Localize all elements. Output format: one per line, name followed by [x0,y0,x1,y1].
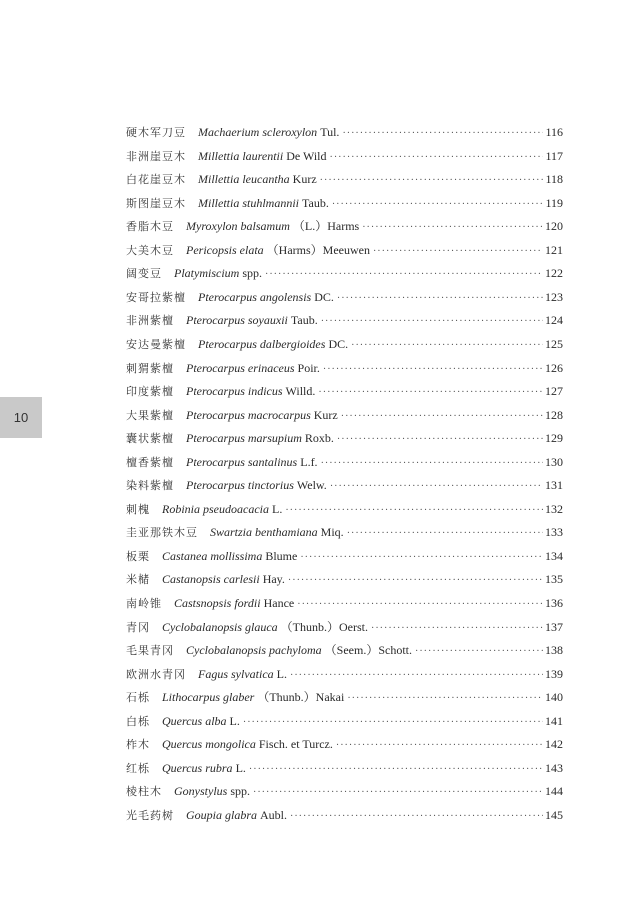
species-scientific-name: Pterocarpus indicus [186,384,283,399]
toc-entry[interactable] [126,806,563,824]
species-chinese-name: 白栎 [126,714,150,728]
toc-entry[interactable] [126,453,563,471]
dot-leader [330,149,544,167]
page-number-tab [0,397,42,438]
species-chinese-name: 大果紫檀 [126,408,174,422]
page-ref: 141 [545,713,563,728]
species-authority: L. [271,501,283,516]
dot-leader [300,549,543,567]
dot-leader [371,620,543,638]
species-authority: Welw. [296,478,327,493]
toc-entry[interactable] [126,241,563,259]
toc-entry[interactable] [126,759,563,777]
species-chinese-name: 白花崖豆木 [126,173,186,187]
toc-entry[interactable] [126,665,563,683]
dot-leader [321,313,543,331]
species-scientific-name: Pterocarpus dalbergioides [198,336,326,351]
dot-leader [415,643,543,661]
species-scientific-name: Millettia leucantha [198,172,290,187]
page-number: 10 [13,410,29,425]
page-ref: 123 [545,289,563,304]
species-chinese-name: 斯图崖豆木 [126,196,186,210]
species-authority: Willd. [285,384,316,399]
toc-entry[interactable] [126,641,563,659]
species-authority: Blume [265,548,298,563]
species-scientific-name: Castsnopsis fordii [174,596,261,610]
species-chinese-name: 欧洲水青冈 [126,667,186,681]
page-ref: 118 [545,172,563,187]
species-authority: Tul. [320,125,340,139]
species-authority: L. [276,666,287,681]
species-authority: Taub. [290,313,318,328]
species-authority: Aubl. [260,807,288,822]
species-scientific-name: Pterocarpus marsupium [186,431,302,446]
species-chinese-name: 红栎 [126,761,150,775]
species-scientific-name: Castanea mollissima [162,548,263,563]
species-chinese-name: 光毛药树 [126,808,174,822]
toc-entry[interactable] [126,500,563,518]
toc-entry[interactable] [126,688,563,706]
dot-leader [347,525,543,543]
toc-entry[interactable] [126,335,563,353]
dot-leader [351,337,543,355]
page-ref: 136 [545,596,563,610]
species-scientific-name: Pterocarpus soyauxii [186,313,288,328]
dot-leader [265,266,543,284]
species-authority: spp. [230,784,250,799]
toc-entry[interactable] [126,288,563,306]
page-ref: 137 [545,619,563,634]
species-authority: Kurz [313,407,338,422]
dot-leader [336,737,543,755]
species-scientific-name: Castanopsis carlesii [162,572,260,587]
toc-entry[interactable] [126,735,563,753]
dot-leader [342,125,543,143]
page-ref: 127 [545,384,563,399]
species-chinese-name: 石栎 [126,691,150,705]
page-ref: 120 [545,219,563,234]
page-ref: 132 [545,501,563,516]
dot-leader [253,784,543,802]
dot-leader [290,667,543,685]
species-scientific-name: Cyclobalanopsis pachyloma [186,643,322,658]
species-scientific-name: Quercus alba [162,713,227,728]
species-chinese-name: 板栗 [126,549,150,563]
dot-leader [341,408,543,426]
species-authority: De Wild [286,148,327,163]
species-authority: Taub. [302,195,329,210]
species-chinese-name: 囊状紫檀 [126,432,174,446]
toc-entry[interactable] [126,406,563,424]
page-ref: 126 [545,360,563,375]
species-authority: DC. [328,336,349,351]
species-authority: Hance [263,596,295,610]
page-ref: 134 [545,548,563,563]
dot-leader [243,714,543,732]
page-ref: 119 [545,195,563,210]
species-chinese-name: 米槠 [126,573,150,587]
dot-leader [320,172,544,190]
species-authority: （L.）Harms [292,219,360,234]
toc-entry[interactable] [126,618,563,636]
species-chinese-name: 非洲崖豆木 [126,149,186,163]
species-chinese-name: 大美木豆 [126,243,174,257]
dot-leader [288,572,543,590]
toc-entry[interactable] [126,123,563,141]
dot-leader [347,690,543,708]
species-chinese-name: 非洲紫檀 [126,314,174,328]
species-scientific-name: Platymiscium [174,266,240,281]
species-scientific-name: Myroxylon balsamum [186,219,290,234]
page-ref: 144 [545,784,563,799]
page-ref: 135 [545,572,563,587]
toc-entry[interactable] [126,523,563,541]
toc-entry[interactable] [126,782,563,800]
species-chinese-name: 香脂木豆 [126,220,174,234]
page-ref: 129 [545,431,563,446]
toc-entry[interactable] [126,429,563,447]
species-authority: （Thunb.）Oerst. [280,619,368,634]
species-chinese-name: 刺猬紫檀 [126,361,174,375]
page-ref: 138 [545,643,563,658]
species-chinese-name: 染料紫檀 [126,479,174,493]
toc-entry[interactable] [126,147,563,165]
species-scientific-name: Millettia laurentii [198,148,284,163]
page-ref: 122 [545,266,563,281]
page-ref: 145 [545,807,563,822]
dot-leader [362,219,543,237]
species-scientific-name: Pterocarpus tinctorius [186,478,294,493]
page-ref: 140 [545,690,563,705]
species-chinese-name: 青冈 [126,620,150,634]
toc-entry[interactable] [126,194,563,212]
species-authority: （Seem.）Schott. [324,643,412,658]
page-ref: 139 [545,666,563,681]
species-scientific-name: Pericopsis elata [186,242,264,257]
species-scientific-name: Goupia glabra [186,807,258,822]
species-scientific-name: Lithocarpus glaber [162,690,255,705]
species-authority: Kurz [292,172,317,187]
species-scientific-name: Gonystylus [174,784,228,799]
species-scientific-name: Swartzia benthamiana [210,525,318,540]
species-scientific-name: Pterocarpus macrocarpus [186,407,311,422]
species-scientific-name: Quercus rubra [162,760,233,775]
species-scientific-name: Robinia pseudoacacia [162,501,269,516]
toc-entry[interactable] [126,170,563,188]
dot-leader [337,431,543,449]
species-scientific-name: Pterocarpus angolensis [198,289,312,304]
species-authority: （Thunb.）Nakai [257,690,345,705]
toc-entry[interactable] [126,712,563,730]
species-scientific-name: Millettia stuhlmannii [198,195,299,210]
species-chinese-name: 印度紫檀 [126,385,174,399]
species-chinese-name: 安达曼紫檀 [126,337,186,351]
dot-leader [332,196,544,214]
page-ref: 142 [545,737,563,752]
toc-entry[interactable] [126,547,563,565]
toc-entry[interactable] [126,311,563,329]
species-authority: Hay. [262,572,285,587]
dot-leader [373,243,543,261]
page-ref: 131 [545,478,563,493]
page-ref: 130 [545,454,563,469]
toc-entry[interactable] [126,594,563,612]
species-authority: Miq. [320,525,344,540]
page-ref: 128 [545,407,563,422]
dot-leader [285,502,543,520]
species-authority: L. [229,713,240,728]
page-ref: 133 [545,525,563,540]
species-authority: Poir. [297,360,320,375]
species-chinese-name: 南岭锥 [126,597,162,610]
dot-leader [290,808,543,826]
species-chinese-name: 棱柱木 [126,785,162,799]
species-scientific-name: Pterocarpus santalinus [186,454,298,469]
dot-leader [297,596,543,614]
species-authority: spp. [242,266,262,281]
species-chinese-name: 刺槐 [126,502,150,516]
species-authority: L.f. [300,454,318,469]
species-authority: L. [235,760,246,775]
toc-entry[interactable] [126,217,563,235]
species-chinese-name: 柞木 [126,738,150,752]
species-chinese-name: 圭亚那铁木豆 [126,526,198,540]
species-scientific-name: Pterocarpus erinaceus [186,360,295,375]
page-ref: 121 [545,242,563,257]
species-scientific-name: Quercus mongolica [162,737,256,752]
dot-leader [337,290,543,308]
species-chinese-name: 阔变豆 [126,267,162,281]
toc-entry[interactable] [126,570,563,588]
toc-entry[interactable] [126,359,563,377]
page-ref: 143 [545,760,563,775]
page-ref: 116 [545,125,563,139]
page-ref: 117 [545,148,563,163]
species-scientific-name: Cyclobalanopsis glauca [162,619,278,634]
species-chinese-name: 毛果青冈 [126,644,174,658]
dot-leader [323,361,543,379]
dot-leader [330,478,543,496]
species-scientific-name: Fagus sylvatica [198,666,274,681]
dot-leader [318,384,543,402]
species-chinese-name: 安哥拉紫檀 [126,290,186,304]
page-ref: 124 [545,313,563,328]
toc-entry[interactable] [126,382,563,400]
species-chinese-name: 硬木军刀豆 [126,126,186,139]
species-scientific-name: Machaerium scleroxylon [198,125,318,139]
species-authority: （Harms）Meeuwen [266,242,370,257]
toc-entry[interactable] [126,476,563,494]
dot-leader [249,761,543,779]
species-authority: Roxb. [304,431,334,446]
page-ref: 125 [545,336,563,351]
toc-entry[interactable] [126,264,563,282]
species-chinese-name: 檀香紫檀 [126,455,174,469]
species-authority: DC. [314,289,334,304]
dot-leader [321,455,543,473]
species-authority: Fisch. et Turcz. [258,737,333,752]
